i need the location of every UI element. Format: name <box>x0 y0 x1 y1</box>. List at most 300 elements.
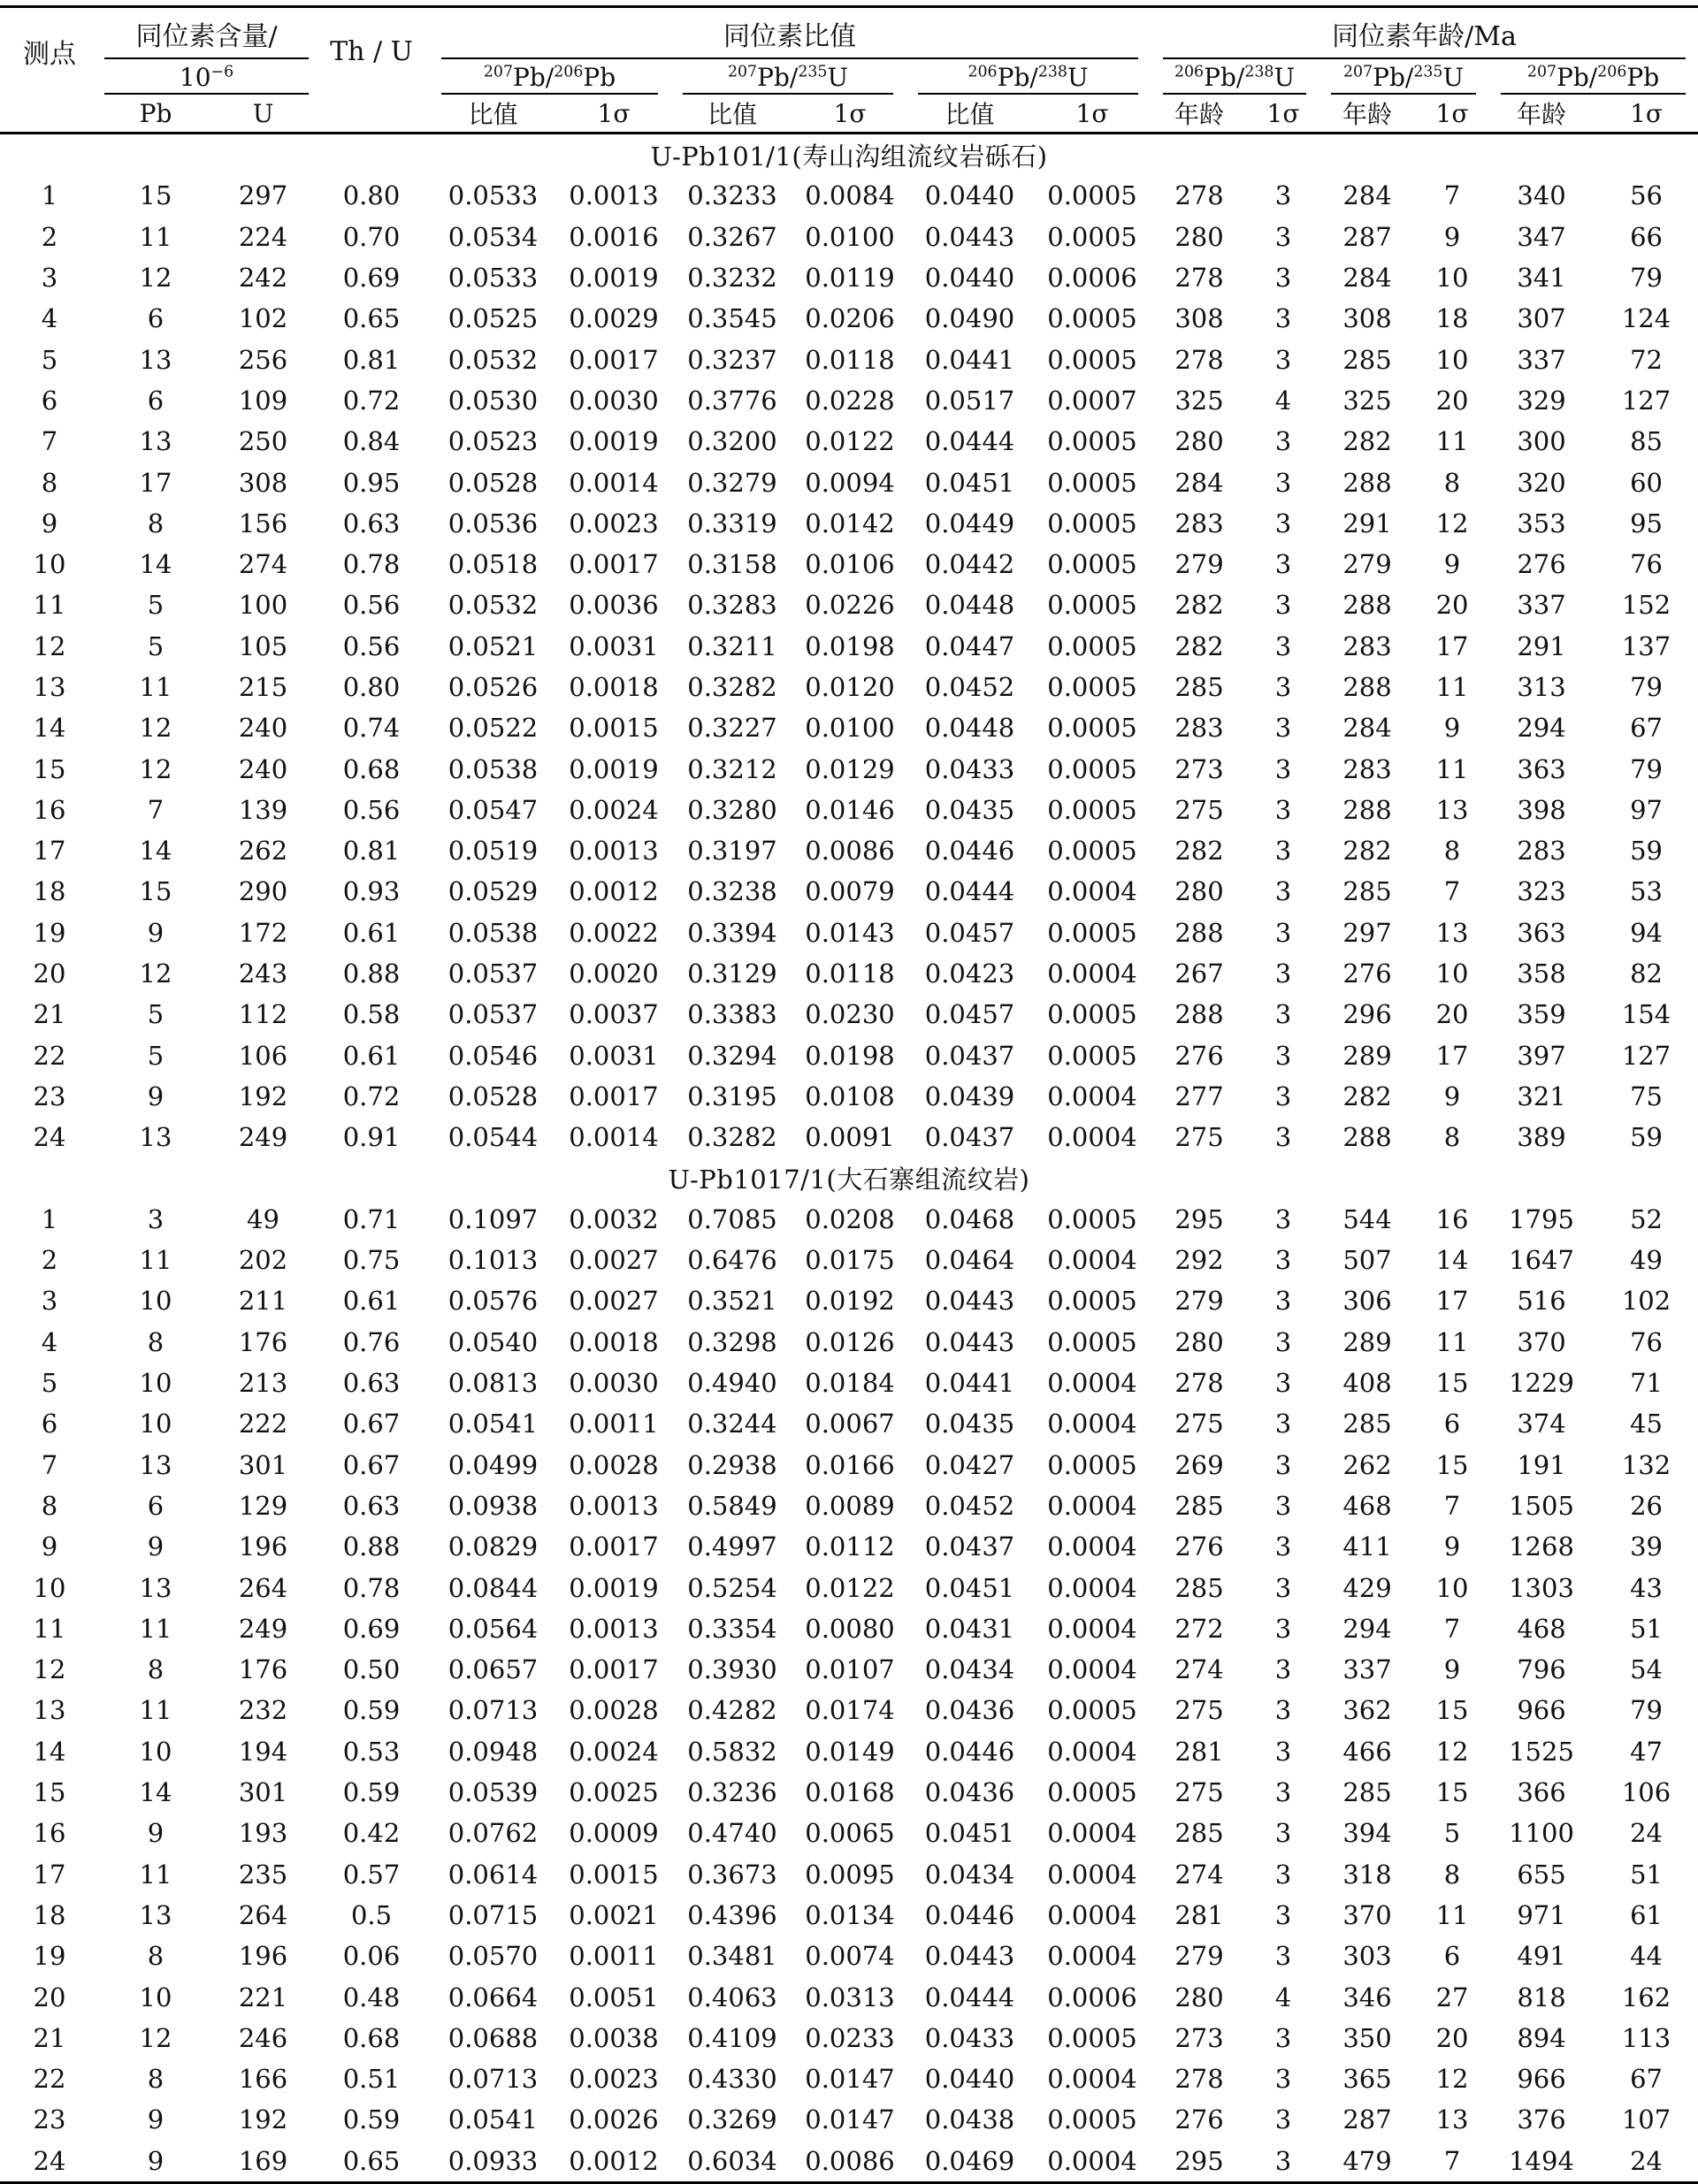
table-cell: 0.0005 <box>1047 713 1137 744</box>
table-cell: 0.3282 <box>687 672 777 702</box>
table-cell: 43 <box>1630 1572 1663 1603</box>
table-cell: 3 <box>1274 1654 1292 1685</box>
table-cell: 0.3283 <box>687 590 777 621</box>
section-title: U-Pb101/1(寿山沟组流纹岩砾石) <box>650 141 1048 172</box>
table-cell: 0.0449 <box>924 508 1015 538</box>
table-cell: 3 <box>1274 1777 1292 1808</box>
table-cell: 0.0443 <box>924 221 1015 252</box>
table-cell: 0.0614 <box>447 1859 539 1890</box>
table-cell: 20 <box>33 1982 66 2012</box>
table-cell: 10 <box>1435 344 1469 375</box>
table-cell: 3 <box>1274 303 1292 334</box>
table-cell: 0.0023 <box>569 508 659 538</box>
table-cell: 0.0004 <box>1047 1409 1137 1439</box>
table-cell: 796 <box>1517 1654 1566 1685</box>
table-cell: 0.0118 <box>805 958 895 989</box>
table-cell: 0.0436 <box>924 1695 1015 1726</box>
table-cell: 15 <box>139 180 172 211</box>
table-cell: 0.0017 <box>569 1654 659 1685</box>
table-cell: 39 <box>1630 1531 1663 1562</box>
table-cell: 308 <box>1342 303 1392 334</box>
table-cell: 196 <box>238 1531 288 1562</box>
table-cell: 275 <box>1174 1695 1224 1726</box>
table-cell: 1 <box>41 180 58 211</box>
table-row <box>0 1567 1698 1607</box>
table-cell: 0.0122 <box>805 426 895 457</box>
table-cell: 16 <box>33 794 66 825</box>
table-cell: 0.0005 <box>1047 1040 1137 1071</box>
table-cell: 232 <box>238 1695 288 1726</box>
table-cell: 0.0004 <box>1047 1613 1137 1644</box>
table-cell: 0.0108 <box>805 1081 895 1111</box>
table-cell: 0.63 <box>342 1490 401 1521</box>
table-cell: 0.3280 <box>687 794 777 825</box>
isotope-table <box>0 5 1698 2184</box>
table-cell: 0.61 <box>342 1040 401 1071</box>
table-cell: 0.5849 <box>687 1490 777 1521</box>
table-cell: 12 <box>139 713 172 744</box>
table-cell: 272 <box>1174 1613 1224 1644</box>
table-cell: 0.0522 <box>447 713 539 744</box>
table-cell: 0.0004 <box>1047 1368 1137 1399</box>
table-cell: 0.51 <box>342 2064 401 2095</box>
table-cell: 129 <box>238 1490 288 1521</box>
table-row <box>0 380 1698 421</box>
table-cell: 0.0147 <box>805 2104 895 2135</box>
table-cell: 3 <box>1274 1203 1292 1234</box>
table-cell: 491 <box>1517 1941 1566 1972</box>
table-cell: 279 <box>1174 1941 1224 1972</box>
table-cell: 0.0532 <box>447 590 539 621</box>
table-row <box>0 339 1698 379</box>
table-cell: 0.0437 <box>924 1122 1015 1153</box>
table-cell: 0.1097 <box>447 1203 539 1234</box>
section-title: U-Pb1017/1(大石寨组流纹岩) <box>668 1165 1030 1195</box>
table-cell: 1525 <box>1509 1736 1574 1767</box>
table-cell: 0.0446 <box>924 836 1015 867</box>
table-cell: 0.0423 <box>924 958 1015 989</box>
header-pb: Pb <box>139 98 172 128</box>
table-cell: 15 <box>1435 1449 1469 1480</box>
table-cell: 284 <box>1342 263 1392 294</box>
table-cell: 3 <box>1274 1081 1292 1111</box>
table-cell: 0.0444 <box>924 876 1015 907</box>
table-cell: 0.0230 <box>805 999 895 1030</box>
table-cell: 0.0004 <box>1047 2064 1137 2095</box>
table-cell: 3 <box>1274 1941 1292 1972</box>
table-cell: 211 <box>238 1286 288 1317</box>
table-cell: 0.80 <box>342 672 401 702</box>
table-cell: 17 <box>1435 1040 1469 1071</box>
table-cell: 0.0146 <box>805 794 895 825</box>
table-cell: 276 <box>1174 1040 1224 1071</box>
table-row <box>0 1936 1698 1976</box>
table-cell: 0.0443 <box>924 1941 1015 1972</box>
table-cell: 0.57 <box>342 1859 401 1890</box>
table-cell: 3 <box>1274 1899 1292 1930</box>
table-cell: 284 <box>1174 467 1224 498</box>
table-cell: 0.3282 <box>687 1122 777 1153</box>
table-cell: 0.0004 <box>1047 1899 1137 1930</box>
table-row <box>0 1485 1698 1526</box>
table-cell: 0.0174 <box>805 1695 895 1726</box>
table-cell: 0.0005 <box>1047 508 1137 538</box>
table-cell: 0.0005 <box>1047 590 1137 621</box>
table-cell: 0.0005 <box>1047 1203 1137 1234</box>
table-cell: 10 <box>33 549 66 580</box>
table-cell: 8 <box>147 1654 164 1685</box>
table-cell: 0.0443 <box>924 1286 1015 1317</box>
table-cell: 0.0226 <box>805 590 895 621</box>
table-cell: 3 <box>1274 999 1292 1030</box>
table-cell: 0.75 <box>342 1245 401 1276</box>
table-cell: 7 <box>1443 1490 1461 1521</box>
table-cell: 9 <box>147 1081 164 1111</box>
table-cell: 290 <box>238 876 288 907</box>
table-cell: 0.0192 <box>805 1286 895 1317</box>
table-cell: 0.0004 <box>1047 1859 1137 1890</box>
table-cell: 8 <box>41 1490 58 1521</box>
table-cell: 0.3267 <box>687 221 777 252</box>
table-cell: 389 <box>1517 1122 1566 1153</box>
table-cell: 376 <box>1517 2104 1566 2135</box>
table-row <box>0 1649 1698 1690</box>
table-cell: 156 <box>238 508 288 538</box>
header-age: 年龄 <box>1517 100 1567 129</box>
table-cell: 276 <box>1517 549 1566 580</box>
table-cell: 285 <box>1342 344 1392 375</box>
table-cell: 363 <box>1517 917 1566 948</box>
table-cell: 0.0031 <box>569 1040 659 1071</box>
header-point: 测点 <box>23 39 76 70</box>
table-cell: 294 <box>1517 713 1566 744</box>
table-cell: 12 <box>1435 1736 1469 1767</box>
table-cell: 0.0017 <box>569 344 659 375</box>
table-cell: 3 <box>1274 794 1292 825</box>
table-cell: 0.0435 <box>924 1409 1015 1439</box>
table-cell: 3 <box>1274 876 1292 907</box>
table-cell: 0.0005 <box>1047 2022 1137 2053</box>
table-cell: 507 <box>1342 1245 1392 1276</box>
table-cell: 1 <box>41 1203 58 1234</box>
table-cell: 0.0084 <box>805 180 895 211</box>
table-cell: 0.0440 <box>924 263 1015 294</box>
table-cell: 5 <box>147 999 164 1030</box>
table-cell: 0.0017 <box>569 1081 659 1111</box>
table-cell: 3 <box>1274 221 1292 252</box>
table-row <box>0 1976 1698 2017</box>
table-cell: 79 <box>1630 753 1663 784</box>
table-cell: 6 <box>41 385 58 416</box>
table-cell: 0.0004 <box>1047 1122 1137 1153</box>
table-cell: 0.0004 <box>1047 1081 1137 1111</box>
header-sigma: 1σ <box>1435 98 1469 128</box>
table-cell: 291 <box>1517 630 1566 661</box>
table-cell: 102 <box>238 303 288 334</box>
table-cell: 17 <box>139 467 172 498</box>
table-cell: 0.0006 <box>1047 1982 1137 2012</box>
table-cell: 3 <box>1274 508 1292 538</box>
table-cell: 0.0517 <box>924 385 1015 416</box>
table-cell: 0.3930 <box>687 1654 777 1685</box>
table-cell: 14 <box>139 1777 172 1808</box>
table-cell: 0.61 <box>342 1286 401 1317</box>
table-cell: 0.0005 <box>1047 344 1137 375</box>
table-cell: 0.63 <box>342 508 401 538</box>
table-cell: 0.0005 <box>1047 549 1137 580</box>
table-cell: 818 <box>1517 1982 1566 2012</box>
table-row <box>0 1240 1698 1280</box>
table-cell: 394 <box>1342 1818 1392 1849</box>
table-cell: 3 <box>1274 1449 1292 1480</box>
table-cell: 0.0525 <box>447 303 539 334</box>
table-cell: 79 <box>1630 1695 1663 1726</box>
table-cell: 0.72 <box>342 1081 401 1111</box>
table-cell: 7 <box>1443 180 1461 211</box>
table-cell: 0.0017 <box>569 549 659 580</box>
table-cell: 0.0537 <box>447 958 539 989</box>
table-cell: 105 <box>238 630 288 661</box>
table-cell: 3 <box>1274 1286 1292 1317</box>
table-cell: 0.0149 <box>805 1736 895 1767</box>
table-cell: 655 <box>1517 1859 1566 1890</box>
header-u: U <box>252 98 274 128</box>
table-cell: 27 <box>1435 1982 1469 2012</box>
table-cell: 0.0166 <box>805 1449 895 1480</box>
table-cell: 0.0106 <box>805 549 895 580</box>
table-cell: 0.0014 <box>569 467 659 498</box>
table-cell: 0.0762 <box>447 1818 539 1849</box>
table-cell: 408 <box>1342 1368 1392 1399</box>
table-cell: 8 <box>1443 836 1461 867</box>
table-cell: 0.3232 <box>687 263 777 294</box>
table-cell: 0.0022 <box>569 917 659 948</box>
table-cell: 13 <box>33 1695 66 1726</box>
table-cell: 6 <box>147 303 164 334</box>
table-cell: 6 <box>1443 1409 1461 1439</box>
table-cell: 0.3244 <box>687 1409 777 1439</box>
table-cell: 0.0523 <box>447 426 539 457</box>
table-cell: 0.0142 <box>805 508 895 538</box>
table-cell: 9 <box>41 1531 58 1562</box>
table-cell: 0.0122 <box>805 1572 895 1603</box>
table-cell: 162 <box>1621 1982 1671 2012</box>
table-cell: 0.3319 <box>687 508 777 538</box>
table-cell: 0.3298 <box>687 1326 777 1357</box>
table-cell: 262 <box>1342 1449 1392 1480</box>
table-cell: 273 <box>1174 753 1224 784</box>
table-cell: 11 <box>1435 1326 1469 1357</box>
table-cell: 0.0005 <box>1047 917 1137 948</box>
table-cell: 11 <box>139 221 172 252</box>
table-cell: 0.0540 <box>447 1326 539 1357</box>
table-cell: 166 <box>238 2064 288 2095</box>
table-cell: 13 <box>139 344 172 375</box>
table-cell: 340 <box>1517 180 1566 211</box>
table-cell: 71 <box>1630 1368 1663 1399</box>
table-cell: 284 <box>1342 713 1392 744</box>
table-cell: 0.0541 <box>447 2104 539 2135</box>
table-cell: 0.0005 <box>1047 303 1137 334</box>
table-cell: 0.0437 <box>924 1531 1015 1562</box>
header-thu: Th / U <box>330 35 413 67</box>
table-cell: 14 <box>139 549 172 580</box>
table-cell: 0.0437 <box>924 1040 1015 1071</box>
table-cell: 0.3195 <box>687 1081 777 1111</box>
table-cell: 285 <box>1174 1572 1224 1603</box>
table-cell: 0.53 <box>342 1736 401 1767</box>
table-cell: 0.0120 <box>805 672 895 702</box>
table-cell: 7 <box>1443 1613 1461 1644</box>
table-cell: 0.0184 <box>805 1368 895 1399</box>
table-cell: 13 <box>139 426 172 457</box>
table-cell: 0.0451 <box>924 1818 1015 1849</box>
table-cell: 278 <box>1174 2064 1224 2095</box>
table-cell: 0.0664 <box>447 1982 539 2012</box>
table-cell: 0.0100 <box>805 221 895 252</box>
table-cell: 3 <box>1274 836 1292 867</box>
table-cell: 283 <box>1174 508 1224 538</box>
table-cell: 14 <box>33 1736 66 1767</box>
table-cell: 0.69 <box>342 263 401 294</box>
table-cell: 8 <box>147 2064 164 2095</box>
table-cell: 274 <box>1174 1859 1224 1890</box>
table-cell: 0.0074 <box>805 1941 895 1972</box>
table-cell: 0.71 <box>342 1203 401 1234</box>
table-cell: 10 <box>139 1409 172 1439</box>
section-title-row <box>0 1157 1698 1198</box>
table-cell: 15 <box>1435 1777 1469 1808</box>
table-cell: 24 <box>33 1122 66 1153</box>
table-cell: 0.0143 <box>805 917 895 948</box>
table-cell: 3 <box>1274 630 1292 661</box>
header-age-206-238: $^{206}$Pb/$^{238}$U <box>1151 59 1319 95</box>
table-row <box>0 748 1698 789</box>
table-cell: 12 <box>1435 2064 1469 2095</box>
table-cell: 3 <box>41 1286 58 1317</box>
header-ratio-207-235: $^{207}$Pb/$^{235}$U <box>670 59 906 95</box>
table-cell: 16 <box>1435 1203 1469 1234</box>
table-cell: 0.0813 <box>447 1368 539 1399</box>
table-cell: 288 <box>1342 794 1392 825</box>
table-cell: 3 <box>1274 180 1292 211</box>
table-cell: 192 <box>238 1081 288 1111</box>
table-cell: 398 <box>1517 794 1566 825</box>
table-cell: 0.1013 <box>447 1245 539 1276</box>
table-cell: 0.84 <box>342 426 401 457</box>
table-cell: 0.0036 <box>569 590 659 621</box>
table-cell: 3 <box>1274 1818 1292 1849</box>
table-cell: 0.0538 <box>447 753 539 784</box>
table-cell: 79 <box>1630 672 1663 702</box>
table-cell: 193 <box>238 1818 288 1849</box>
table-cell: 0.78 <box>342 549 401 580</box>
table-cell: 281 <box>1174 1899 1224 1930</box>
table-cell: 11 <box>1435 426 1469 457</box>
table-cell: 0.74 <box>342 713 401 744</box>
table-cell: 1505 <box>1509 1490 1574 1521</box>
table-cell: 0.0434 <box>924 1654 1015 1685</box>
table-cell: 9 <box>1443 221 1461 252</box>
header-age-207-235: $^{207}$Pb/$^{235}$U <box>1319 59 1488 95</box>
table-cell: 0.0533 <box>447 180 539 211</box>
table-cell: 0.0005 <box>1047 221 1137 252</box>
table-cell: 295 <box>1151 2141 1248 2183</box>
table-cell: 7 <box>1416 2141 1488 2183</box>
table-cell: 53 <box>1630 876 1663 907</box>
table-cell: 4 <box>1274 1982 1292 2012</box>
table-cell: 0.0018 <box>569 1326 659 1357</box>
table-cell: 15 <box>1435 1368 1469 1399</box>
table-cell: 397 <box>1517 1040 1566 1071</box>
table-row <box>0 1035 1698 1076</box>
table-cell: 0.3394 <box>687 917 777 948</box>
table-cell: 0.0019 <box>569 1572 659 1603</box>
table-row <box>0 830 1698 871</box>
table-cell: 0.4396 <box>687 1899 777 1930</box>
table-cell: 0.0019 <box>569 426 659 457</box>
table-cell: 10 <box>139 1982 172 2012</box>
table-row <box>0 257 1698 298</box>
table-cell: 0.0020 <box>569 958 659 989</box>
table-cell: 0.0015 <box>569 713 659 744</box>
table-cell: 0.0433 <box>924 753 1015 784</box>
table-cell: 6 <box>1443 1941 1461 1972</box>
table-cell: 10 <box>139 1736 172 1767</box>
table-cell: 0.0017 <box>569 1531 659 1562</box>
table-cell: 0.0657 <box>447 1654 539 1685</box>
table-cell: 325 <box>1342 385 1392 416</box>
table-cell: 3 <box>1274 426 1292 457</box>
table-cell: 15 <box>33 753 66 784</box>
table-cell: 60 <box>1630 467 1663 498</box>
table-cell: 0.0469 <box>906 2141 1034 2183</box>
table-cell: 17 <box>1435 1286 1469 1317</box>
table-cell: 23 <box>33 2104 66 2135</box>
table-cell: 0.0095 <box>805 1859 895 1890</box>
table-cell: 3 <box>1274 2022 1292 2053</box>
table-row <box>0 1895 1698 1936</box>
table-cell: 466 <box>1342 1736 1392 1767</box>
table-cell: 0.0065 <box>805 1818 895 1849</box>
table-cell: 0.0546 <box>447 1040 539 1071</box>
header-sigma: 1σ <box>1630 98 1663 128</box>
table-cell: 67 <box>1630 2064 1663 2095</box>
table-cell: 0.0028 <box>569 1695 659 1726</box>
table-row <box>0 217 1698 257</box>
table-row <box>0 2099 1698 2140</box>
header-sigma: 1σ <box>833 98 867 128</box>
table-cell: 0.0576 <box>447 1286 539 1317</box>
table-cell: 282 <box>1174 590 1224 621</box>
table-cell: 9 <box>41 508 58 538</box>
table-cell: 3 <box>1274 753 1292 784</box>
table-cell: 318 <box>1342 1859 1392 1890</box>
table-cell: 0.0464 <box>924 1245 1015 1276</box>
table-row <box>0 1526 1698 1567</box>
table-cell: 3 <box>1274 344 1292 375</box>
table-row <box>0 790 1698 830</box>
table-cell: 279 <box>1174 1286 1224 1317</box>
table-cell: 66 <box>1630 221 1663 252</box>
table-cell: 0.0018 <box>569 672 659 702</box>
table-cell: 176 <box>238 1654 288 1685</box>
table-cell: 100 <box>238 590 288 621</box>
table-cell: 3 <box>1274 1859 1292 1890</box>
table-cell: 320 <box>1517 467 1566 498</box>
table-cell: 106 <box>1621 1777 1671 1808</box>
table-cell: 3 <box>1274 1572 1292 1603</box>
